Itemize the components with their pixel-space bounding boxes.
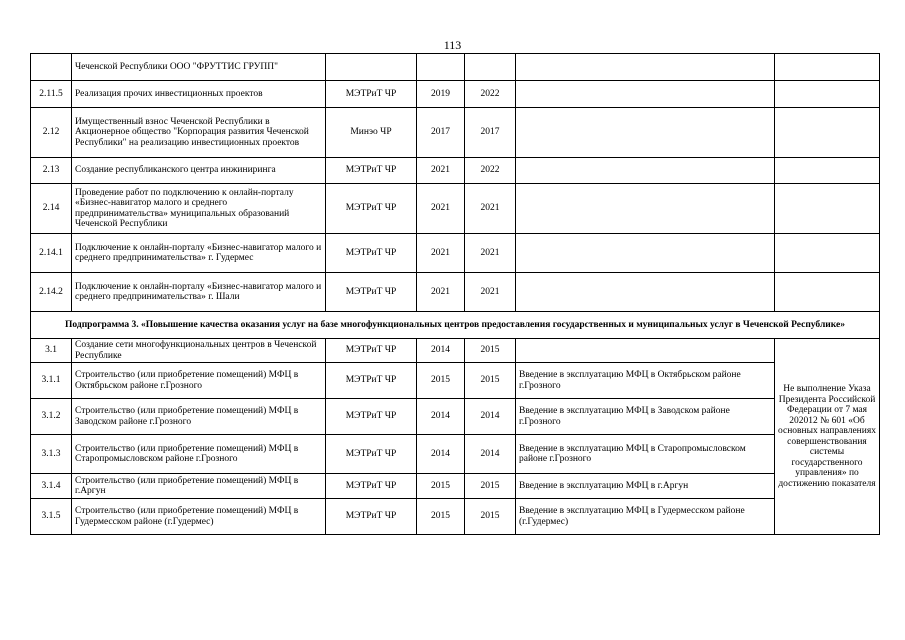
measure-name: Подключение к онлайн-порталу «Бизнес-навигатор малого и среднего предпринимательства» г. Шали [72, 273, 326, 312]
expected-result: Введение в эксплуатацию МФЦ в Заводском районе г.Грозного [516, 399, 775, 435]
start-year: 2015 [417, 474, 465, 499]
table-row [31, 399, 880, 435]
expected-result [516, 54, 775, 81]
row-number: 2.14.2 [31, 273, 72, 312]
expected-result [516, 339, 775, 363]
note-cell [775, 81, 880, 108]
row-number: 3.1.4 [31, 474, 72, 499]
executor: МЭТРиТ ЧР [326, 184, 417, 234]
measure-name: Проведение работ по подключению к онлайн-порталу «Бизнес-навигатор малого и среднего предпринимательства» муниципальных образований Чеченской Республики [72, 184, 326, 234]
measures-table [30, 53, 880, 535]
note-cell [775, 158, 880, 184]
end-year: 2014 [465, 399, 516, 435]
start-year: 2014 [417, 435, 465, 474]
row-number: 3.1.1 [31, 363, 72, 399]
table-row [31, 158, 880, 184]
expected-result [516, 273, 775, 312]
start-year [417, 54, 465, 81]
measure-name: Строительство (или приобретение помещений) МФЦ в Октябрьском районе г.Грозного [72, 363, 326, 399]
executor: МЭТРиТ ЧР [326, 234, 417, 273]
start-year: 2014 [417, 399, 465, 435]
note-cell [775, 108, 880, 158]
expected-result: Введение в эксплуатацию МФЦ в Октябрьском районе г.Грозного [516, 363, 775, 399]
executor [326, 54, 417, 81]
note-cell: Не выполнение Указа Президента Российской Федерации от 7 мая 202012 № 601 «Об основных направлениях совершенствования системы государственного управления» по достижению показателя [775, 339, 880, 535]
measure-name: Имущественный взнос Чеченской Республики в Акционерное общество "Корпорация развития Чеченской Республики" на реализацию инвестиционных проектов [72, 108, 326, 158]
note-cell [775, 273, 880, 312]
start-year: 2015 [417, 363, 465, 399]
end-year: 2015 [465, 474, 516, 499]
measure-name: Строительство (или приобретение помещений) МФЦ в Гудермесском районе (г.Гудермес) [72, 499, 326, 535]
executor: МЭТРиТ ЧР [326, 363, 417, 399]
start-year: 2021 [417, 158, 465, 184]
expected-result: Введение в эксплуатацию МФЦ в Гудермесском районе (г.Гудермес) [516, 499, 775, 535]
start-year: 2021 [417, 273, 465, 312]
measure-name: Строительство (или приобретение помещений) МФЦ в Заводском районе г.Грозного [72, 399, 326, 435]
end-year: 2015 [465, 499, 516, 535]
row-number: 2.12 [31, 108, 72, 158]
table-row [31, 81, 880, 108]
executor: МЭТРиТ ЧР [326, 158, 417, 184]
executor: МЭТРиТ ЧР [326, 273, 417, 312]
page-number: 113 [443, 38, 462, 52]
end-year: 2017 [465, 108, 516, 158]
expected-result [516, 81, 775, 108]
table-row [31, 184, 880, 234]
table-row [31, 273, 880, 312]
table-row [31, 339, 880, 363]
note-cell [775, 54, 880, 81]
executor: МЭТРиТ ЧР [326, 81, 417, 108]
end-year: 2015 [465, 363, 516, 399]
measure-name: Подключение к онлайн-порталу «Бизнес-навигатор малого и среднего предпринимательства» г. Гудермес [72, 234, 326, 273]
table-row [31, 499, 880, 535]
end-year [465, 54, 516, 81]
expected-result [516, 108, 775, 158]
expected-result: Введение в эксплуатацию МФЦ в г.Аргун [516, 474, 775, 499]
end-year: 2014 [465, 435, 516, 474]
row-number: 2.14 [31, 184, 72, 234]
start-year: 2017 [417, 108, 465, 158]
note-cell [775, 184, 880, 234]
expected-result [516, 184, 775, 234]
table-row [31, 108, 880, 158]
start-year: 2019 [417, 81, 465, 108]
executor: МЭТРиТ ЧР [326, 474, 417, 499]
table-row [31, 474, 880, 499]
executor: МЭТРиТ ЧР [326, 435, 417, 474]
expected-result [516, 234, 775, 273]
subprogram-row [31, 312, 880, 339]
executor: МЭТРиТ ЧР [326, 499, 417, 535]
expected-result [516, 158, 775, 184]
row-number: 3.1 [31, 339, 72, 363]
row-number [31, 54, 72, 81]
end-year: 2021 [465, 184, 516, 234]
note-cell [775, 234, 880, 273]
end-year: 2021 [465, 234, 516, 273]
end-year: 2022 [465, 81, 516, 108]
row-number: 3.1.2 [31, 399, 72, 435]
row-number: 2.11.5 [31, 81, 72, 108]
table-row [31, 435, 880, 474]
expected-result: Введение в эксплуатацию МФЦ в Старопромысловском районе г.Грозного [516, 435, 775, 474]
measure-name: Создание республиканского центра инжиниринга [72, 158, 326, 184]
executor: МЭТРиТ ЧР [326, 339, 417, 363]
row-number: 3.1.3 [31, 435, 72, 474]
measure-name: Создание сети многофункциональных центров в Чеченской Республике [72, 339, 326, 363]
start-year: 2021 [417, 184, 465, 234]
measure-name: Чеченской Республики ООО "ФРУТТИС ГРУПП" [72, 54, 326, 81]
start-year: 2015 [417, 499, 465, 535]
subprogram-title: Подпрограмма 3. «Повышение качества оказания услуг на базе многофункциональных центров предоставления государственных и муниципальных услуг в Чеченской Республике» [31, 312, 880, 339]
row-number: 2.13 [31, 158, 72, 184]
measure-name: Реализация прочих инвестиционных проектов [72, 81, 326, 108]
executor: Минэо ЧР [326, 108, 417, 158]
row-number: 3.1.5 [31, 499, 72, 535]
row-number: 2.14.1 [31, 234, 72, 273]
end-year: 2022 [465, 158, 516, 184]
start-year: 2014 [417, 339, 465, 363]
end-year: 2021 [465, 273, 516, 312]
table-row [31, 363, 880, 399]
executor: МЭТРиТ ЧР [326, 399, 417, 435]
start-year: 2021 [417, 234, 465, 273]
table-row [31, 234, 880, 273]
measure-name: Строительство (или приобретение помещений) МФЦ в Старопромысловском районе г.Грозного [72, 435, 326, 474]
table-row [31, 54, 880, 81]
end-year: 2015 [465, 339, 516, 363]
measure-name: Строительство (или приобретение помещений) МФЦ в г.Аргун [72, 474, 326, 499]
